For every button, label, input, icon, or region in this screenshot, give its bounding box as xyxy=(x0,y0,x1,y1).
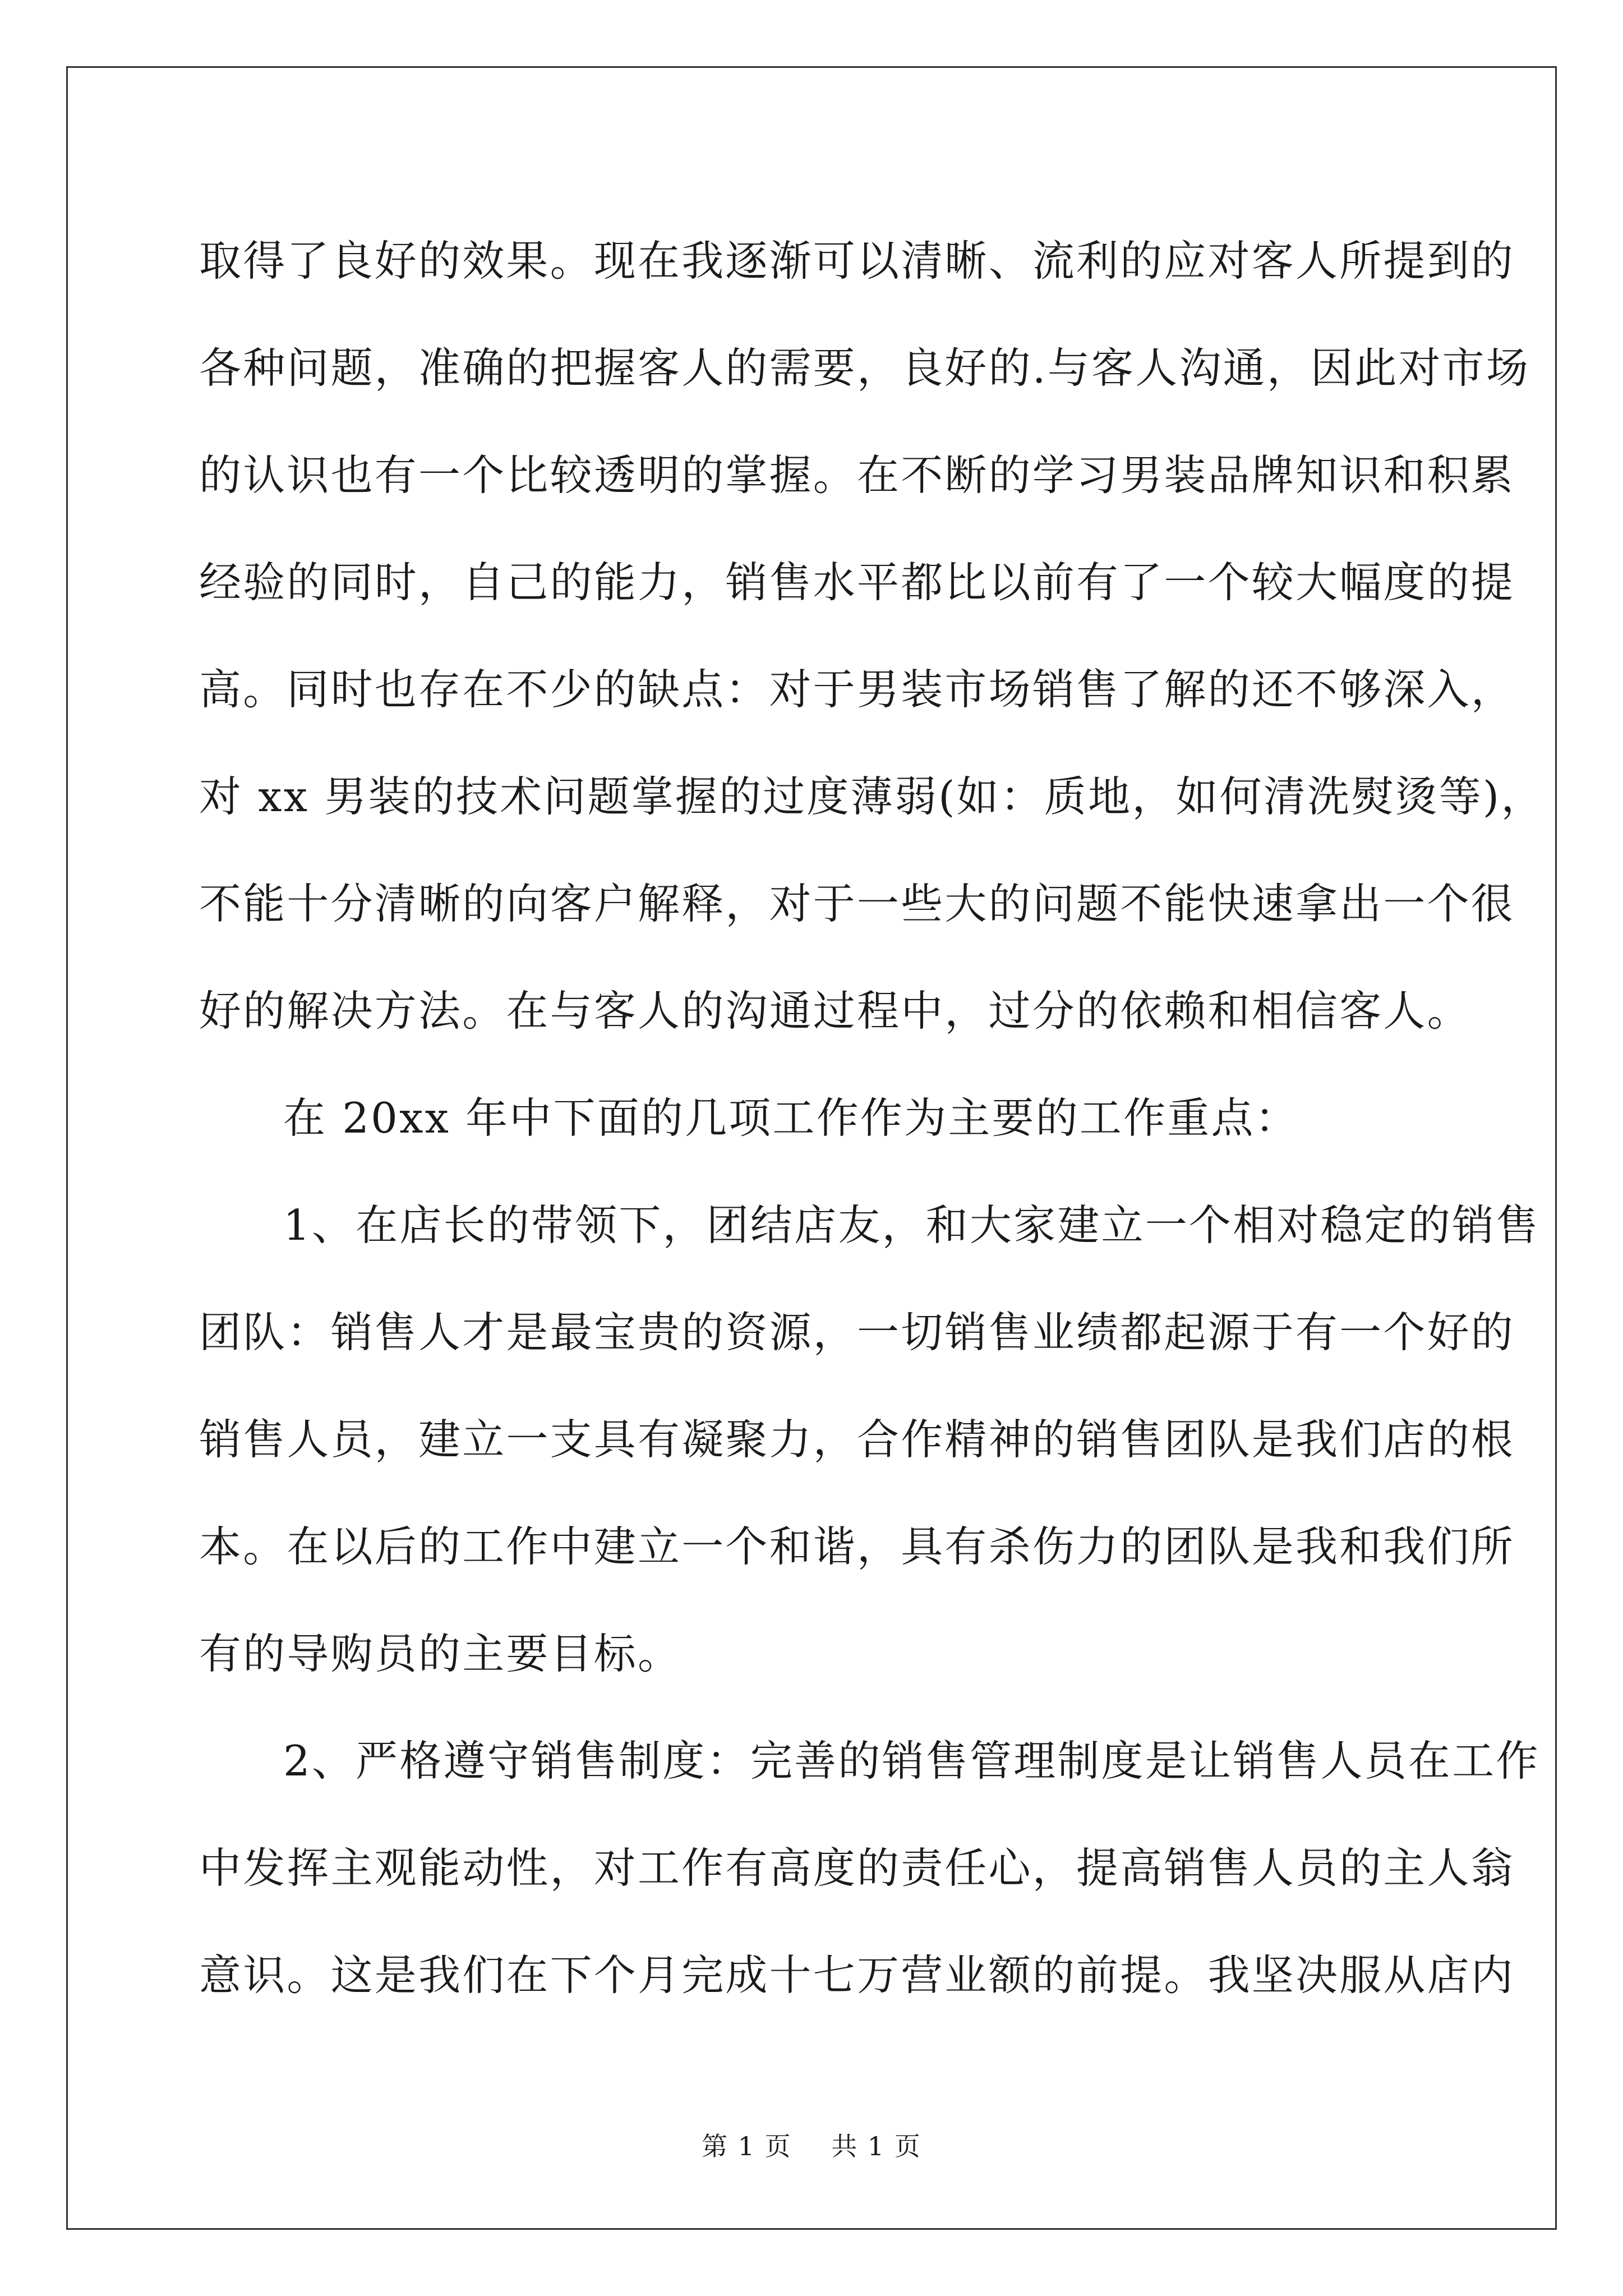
page-footer xyxy=(0,2126,1623,2163)
text-line: 经验的同时，自己的能力，销售水平都比以前有了一个较大幅度的提 xyxy=(199,558,1515,607)
paragraph-start-line: 2、严格遵守销售制度：完善的销售管理制度是让销售人员在工作 xyxy=(283,1736,1540,1786)
text-line: 的认识也有一个比较透明的掌握。在不断的学习男装品牌知识和积累 xyxy=(199,450,1515,500)
paragraph-start-line: 1、在店长的带领下，团结店友，和大家建立一个相对稳定的销售 xyxy=(283,1200,1540,1250)
text-line: 好的解决方法。在与客人的沟通过程中，过分的依赖和相信客人。 xyxy=(199,986,1471,1036)
text-line: 团队：销售人才是最宝贵的资源，一切销售业绩都起源于有一个好的 xyxy=(199,1308,1515,1357)
text-line: 销售人员，建立一支具有凝聚力，合作精神的销售团队是我们店的根 xyxy=(199,1415,1515,1464)
text-line: 取得了良好的效果。现在我逐渐可以清晰、流利的应对客人所提到的 xyxy=(199,236,1515,286)
text-line: 各种问题，准确的把握客人的需要，良好的.与客人沟通，因此对市场 xyxy=(199,343,1530,393)
document-body xyxy=(199,208,1545,2029)
text-line: 意识。这是我们在下个月完成十七万营业额的前提。我坚决服从店内 xyxy=(199,1950,1515,2000)
text-line: 高。同时也存在不少的缺点：对于男装市场销售了解的还不够深入， xyxy=(199,665,1515,714)
text-line: 对 xx 男装的技术问题掌握的过度薄弱(如：质地，如何清洗熨烫等)， xyxy=(199,772,1545,821)
text-line: 有的导购员的主要目标。 xyxy=(199,1629,682,1678)
text-line: 不能十分清晰的向客户解释，对于一些大的问题不能快速拿出一个很 xyxy=(199,879,1515,928)
text-line: 本。在以后的工作中建立一个和谐，具有杀伤力的团队是我和我们所 xyxy=(199,1522,1515,1571)
page-number: 第 1 页 xyxy=(702,2131,792,2161)
text-line: 中发挥主观能动性，对工作有高度的责任心，提高销售人员的主人翁 xyxy=(199,1843,1515,1893)
page-total: 共 1 页 xyxy=(831,2131,921,2161)
paragraph-start-line: 在 20xx 年中下面的几项工作作为主要的工作重点： xyxy=(283,1093,1299,1143)
